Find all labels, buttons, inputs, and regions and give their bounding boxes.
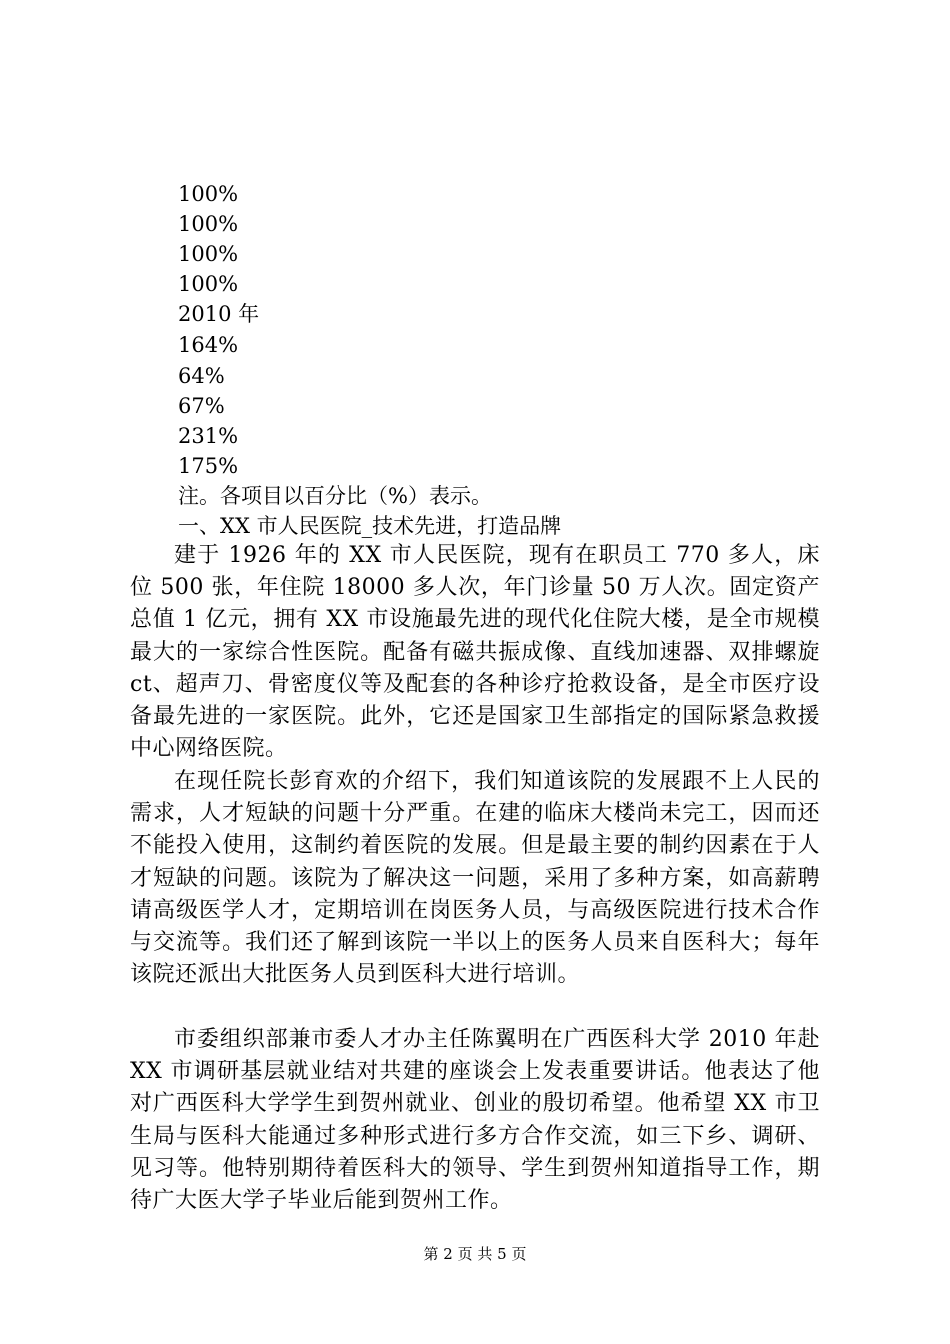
value-line: 100% (178, 242, 239, 266)
paragraph-speech: 市委组织部兼市委人才办主任陈翼明在广西医科大学 2010 年赴 XX 市调研基层就业结对共建的座谈会上发表重要讲话。他表达了他对广西医科大学学生到贺州就业、创业的殷切希望。他希望 XX 市卫生局与医科大能通过多种形式进行多方合作交流，如三下乡、调研、见习等。他特别期待着医科大的领导、学生到贺州知道指导工作，期待广大医大学子毕业后能到贺州工作。 (130, 1027, 820, 1214)
value-line: 67% (178, 394, 225, 418)
value-line: 100% (178, 272, 239, 296)
note-line: 注。各项目以百分比（%）表示。 (178, 484, 492, 508)
value-line: 2010 年 (178, 302, 260, 326)
value-line: 231% (178, 424, 239, 448)
value-line: 100% (178, 212, 239, 236)
page-footer: 第 2 页 共 5 页 (423, 1245, 527, 1263)
value-line: 100% (178, 182, 239, 206)
paragraph-talent-shortage: 在现任院长彭育欢的介绍下，我们知道该院的发展跟不上人民的需求，人才短缺的问题十分严重。在建的临床大楼尚未完工，因而还不能投入使用，这制约着医院的发展。但是最主要的制约因素在于人才短缺的问题。该院为了解决这一问题，采用了多种方案，如高薪聘请高级医学人才，定期培训在岗医务人员，与高级医院进行技术合作与交流等。我们还了解到该院一半以上的医务人员来自医科大；每年该院还派出大批医务人员到医科大进行培训。 (130, 769, 820, 988)
value-line: 64% (178, 364, 225, 388)
value-line: 164% (178, 333, 239, 357)
section-heading: 一、XX 市人民医院_技术先进，打造品牌 (178, 514, 562, 538)
paragraph-hospital-overview: 建于 1926 年的 XX 市人民医院，现有在职员工 770 多人，床位 500 张，年住院 18000 多人次，年门诊量 50 万人次。固定资产总值 1 亿元，拥有 XX 市设施最先进的现代化住院大楼，是全市规模最大的一家综合性医院。配备有磁共振成像、直线加速器、双排螺旋 ct、超声刀、骨密度仪等及配套的各种诊疗抢救设备，是全市医疗设备最先进的一家医院。此外，它还是国家卫生部指定的国际紧急救援中心网络医院。 (130, 543, 820, 762)
value-line: 175% (178, 454, 239, 478)
